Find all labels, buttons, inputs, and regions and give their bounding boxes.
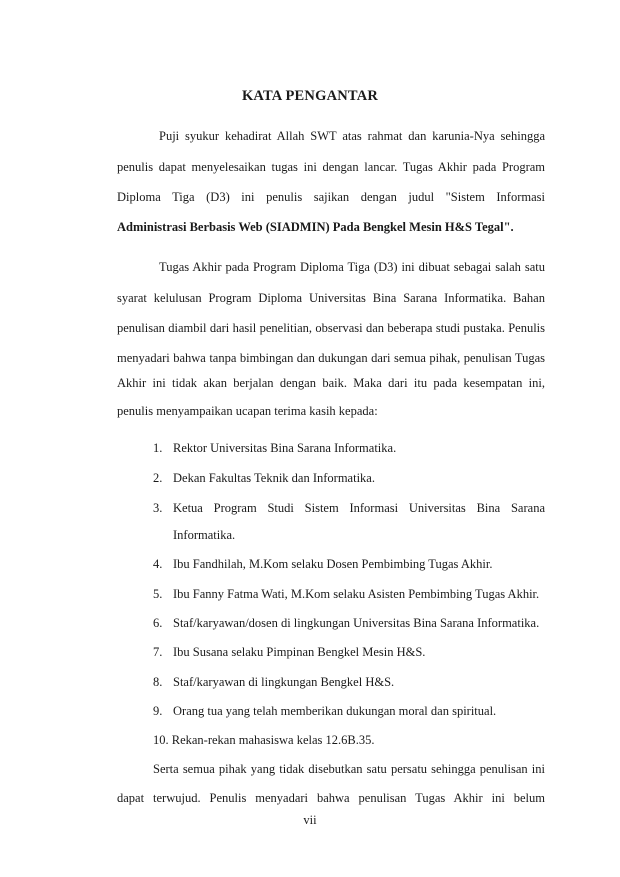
- list-item-number: 10.: [153, 733, 169, 747]
- list-item-number: 8.: [153, 675, 163, 689]
- para2-line-6: penulis menyampaikan ucapan terima kasih kepada:: [117, 404, 378, 418]
- list-item-number: 4.: [153, 557, 163, 571]
- list-item: Ibu Susana selaku Pimpinan Bengkel Mesin H&S.: [173, 645, 426, 659]
- para2-line-4: menyadari bahwa tanpa bimbingan dan dukungan dari semua pihak, penulisan Tugas: [117, 351, 545, 365]
- list-item-text: Rekan-rekan mahasiswa kelas 12.6B.35.: [171, 733, 375, 747]
- list-item-number: 1.: [153, 441, 163, 455]
- list-item: Orang tua yang telah memberikan dukungan moral dan spiritual.: [173, 704, 497, 718]
- para2-line-3: penulisan diambil dari hasil penelitian, observasi dan beberapa studi pustaka. Penulis: [117, 321, 545, 335]
- page-title: KATA PENGANTAR: [241, 88, 379, 104]
- list-item: Ibu Fanny Fatma Wati, M.Kom selaku Asisten Pembimbing Tugas Akhir.: [173, 587, 540, 601]
- page-number: vii: [303, 813, 317, 827]
- list-item-number: 5.: [153, 587, 163, 601]
- para2-line-2: syarat kelulusan Program Diploma Universitas Bina Sarana Informatika. Bahan: [117, 291, 545, 305]
- list-item-continuation: Informatika.: [173, 528, 236, 542]
- para3-line-1: Serta semua pihak yang tidak disebutkan satu persatu sehingga penulisan ini: [153, 762, 545, 776]
- para2-line-5: Akhir ini tidak akan berjalan dengan baik. Maka dari itu pada kesempatan ini,: [117, 376, 545, 390]
- list-item: Ketua Program Studi Sistem Informasi Universitas Bina Sarana: [173, 501, 545, 515]
- list-item: Rektor Universitas Bina Sarana Informatika.: [173, 441, 397, 455]
- list-item: Staf/karyawan di lingkungan Bengkel H&S.: [173, 675, 395, 689]
- para3-line-2: dapat terwujud. Penulis menyadari bahwa penulisan Tugas Akhir ini belum: [117, 791, 545, 805]
- para1-line-3: Diploma Tiga (D3) ini penulis sajikan dengan judul "Sistem Informasi: [117, 190, 545, 204]
- para2-line-1: Tugas Akhir pada Program Diploma Tiga (D3) ini dibuat sebagai salah satu: [159, 260, 545, 274]
- para1-line-4: Administrasi Berbasis Web (SIADMIN) Pada Bengkel Mesin H&S Tegal".: [117, 220, 514, 234]
- list-item-number: 9.: [153, 704, 163, 718]
- list-item: Staf/karyawan/dosen di lingkungan Universitas Bina Sarana Informatika.: [173, 616, 540, 630]
- list-item: Ibu Fandhilah, M.Kom selaku Dosen Pembimbing Tugas Akhir.: [173, 557, 493, 571]
- list-item: Dekan Fakultas Teknik dan Informatika.: [173, 471, 375, 485]
- para1-line-2: penulis dapat menyelesaikan tugas ini dengan lancar. Tugas Akhir pada Program: [117, 160, 545, 174]
- list-item-10: [153, 732, 374, 748]
- list-item-number: 7.: [153, 645, 163, 659]
- para1-line-1: Puji syukur kehadirat Allah SWT atas rahmat dan karunia-Nya sehingga: [159, 129, 545, 143]
- list-item-number: 3.: [153, 501, 163, 515]
- list-item-number: 6.: [153, 616, 163, 630]
- list-item-number: 2.: [153, 471, 163, 485]
